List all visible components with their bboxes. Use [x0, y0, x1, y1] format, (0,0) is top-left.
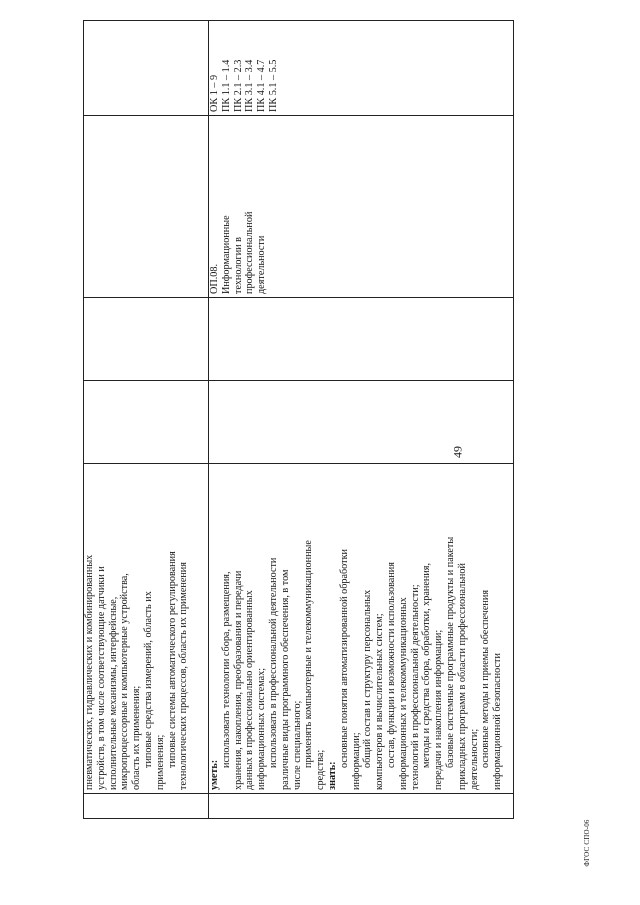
text-line: ПК 3.1 – 3.4: [244, 59, 256, 112]
text-line: информационных и телекоммуникационных: [397, 597, 409, 790]
text-line: типовые средства измерений, область их: [142, 591, 154, 768]
text-line: числе специального;: [291, 700, 303, 790]
text-line: общий состав и структуру персональных: [362, 589, 374, 768]
discipline-cell: [209, 116, 514, 298]
text-line: основные методы и приемы обеспечения: [480, 589, 492, 768]
discipline-cell: [84, 116, 209, 298]
text-line: микропроцессорные и компьютерные устройства,: [119, 573, 131, 790]
text-line: компьютеров и вычислительных систем;: [374, 613, 386, 790]
page-number: 49: [450, 446, 465, 458]
footer-stamp: ФГОС СПО-06: [583, 819, 591, 867]
hours-max-cell: [84, 381, 209, 464]
hours-required-cell: [209, 298, 514, 381]
text-line: ПК 4.1 – 4.7: [256, 59, 268, 112]
discipline-name: [209, 119, 268, 294]
text-line: хранения, накопления, преобразования и передачи: [232, 570, 244, 790]
text-line: средства;: [315, 749, 327, 790]
text-line: ПК 2.1 – 2.3: [232, 59, 244, 112]
text-line: базовые системные программные продукты и пакеты: [444, 536, 456, 768]
text-line: передачи и накопления информации;: [433, 629, 445, 790]
text-line: деятельности;: [468, 728, 480, 790]
content-cell: [209, 464, 514, 794]
text-line: знать:: [326, 761, 338, 790]
table-row: [209, 21, 514, 819]
competency-cell: [84, 21, 209, 116]
text-line: технологий в профессиональной деятельности;: [409, 584, 421, 790]
text-line: методы и средства сбора, обработки, хранения,: [421, 563, 433, 768]
text-line: различные виды программного обеспечения, в том: [279, 569, 291, 790]
text-line: информационной безопасности: [492, 653, 504, 790]
content-text: [84, 467, 190, 790]
index-cell: [209, 794, 514, 819]
text-line: использовать в профессиональной деятельности: [267, 557, 279, 768]
table-row: [84, 21, 209, 819]
text-line: исполнительные механизмы, интерфейсные,: [107, 596, 119, 790]
content-text: [209, 467, 504, 790]
text-line: применять компьютерные и телекоммуникационные: [303, 540, 315, 768]
text-line: ПК 5.1 – 5.5: [267, 59, 279, 112]
text-line: ПК 1.1 – 1.4: [220, 59, 232, 112]
text-line: прикладных программ в области профессиональной: [456, 563, 468, 790]
text-line: состав, функции и возможности использования: [385, 562, 397, 768]
text-line: данных в профессионально ориентированных: [244, 590, 256, 790]
index-cell: [84, 794, 209, 819]
curriculum-table-rotated: [83, 20, 513, 819]
text-line: пневматических, гидравлических и комбинированных: [84, 554, 95, 790]
text-line: информации;: [350, 732, 362, 790]
hours-required-cell: [84, 298, 209, 381]
curriculum-table: [83, 20, 514, 819]
text-line: Информационные: [220, 215, 232, 294]
competency-codes: [209, 24, 280, 112]
text-line: устройств, в том числе соответствующие датчики и: [95, 566, 107, 790]
competency-cell: [209, 21, 514, 116]
text-line: применения;: [154, 734, 166, 790]
text-line: технологии в: [232, 237, 244, 294]
text-line: уметь:: [209, 759, 220, 790]
text-line: профессиональной: [244, 211, 256, 294]
text-line: основные понятия автоматизированной обработки: [338, 549, 350, 768]
text-line: использовать технологии сбора, размещения,: [220, 571, 232, 768]
text-line: информационных системах;: [256, 667, 268, 790]
hours-max-cell: [209, 381, 514, 464]
text-line: ОП.08.: [209, 264, 220, 294]
text-line: ОК 1 – 9: [209, 74, 220, 112]
text-line: область их применения;: [131, 685, 143, 790]
text-line: типовые системы автоматического регулирования: [166, 551, 178, 768]
text-line: деятельности: [256, 235, 268, 294]
text-line: технологических процессов, область их применения: [178, 562, 190, 790]
content-cell: [84, 464, 209, 794]
